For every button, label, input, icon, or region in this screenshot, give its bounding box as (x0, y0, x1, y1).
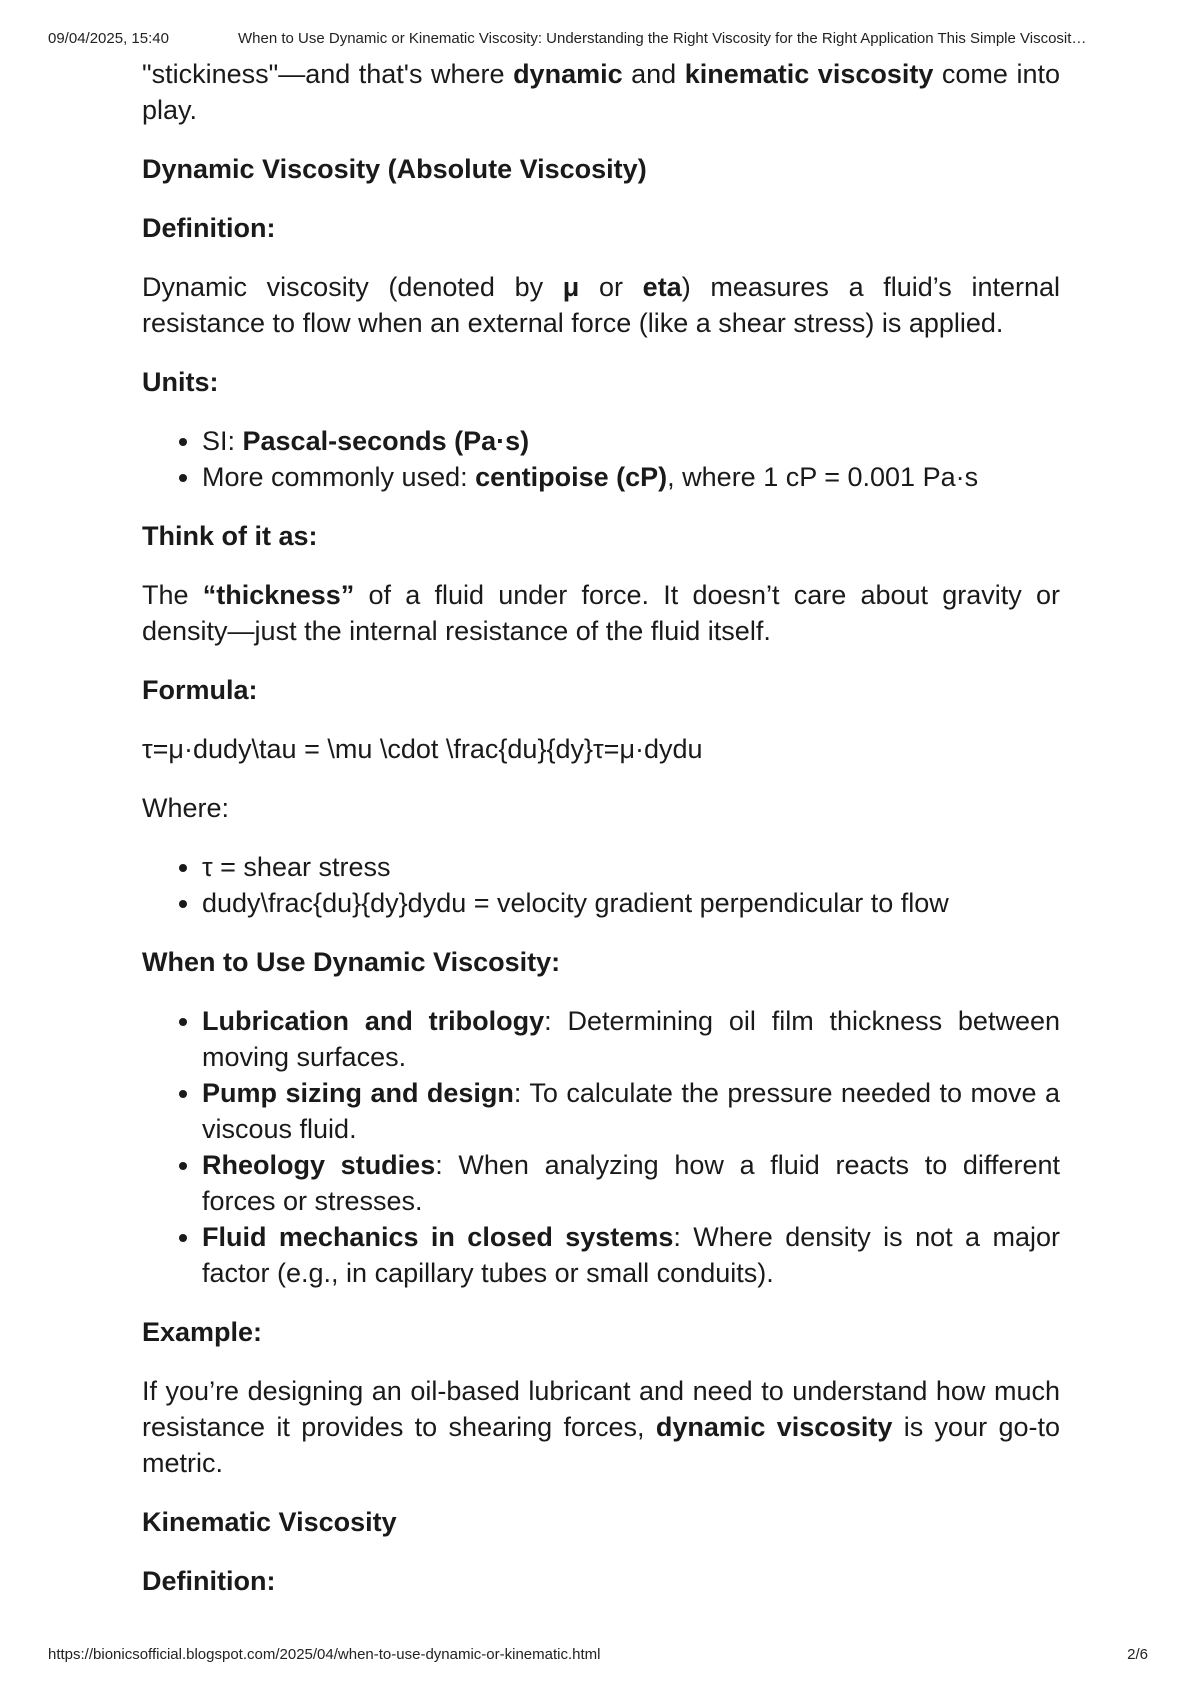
list-item (202, 1219, 1060, 1291)
bold-run: μ (562, 272, 580, 302)
text-run: : To calculate the pressure needed to move a viscous fluid. (202, 1078, 1060, 1144)
list-item: • dudy\frac{du}{dy}dydu = velocity gradient perpendicular to flow (202, 885, 1060, 921)
intro-paragraph (142, 56, 1060, 128)
print-datetime: 09/04/2025, 15:40 (48, 30, 169, 47)
text-run: , where 1 cP = 0.001 Pa·s (667, 462, 979, 492)
text-run: More commonly used: (202, 462, 476, 492)
where-label: Where: (142, 793, 230, 823)
list-item: • τ = shear stress (202, 849, 1060, 885)
list-item (202, 1003, 1060, 1075)
text-run: come into play. (142, 59, 1060, 125)
article-body (142, 56, 1060, 1622)
bold-run: Rheology studies (202, 1150, 436, 1180)
units-list (142, 423, 1060, 495)
formula-label: Formula: (142, 675, 258, 705)
when-list (142, 1003, 1060, 1291)
text-run: The (142, 580, 203, 610)
example-paragraph (142, 1373, 1060, 1481)
think-paragraph (142, 577, 1060, 649)
example-label: Example: (142, 1317, 263, 1347)
text-run: Dynamic viscosity (denoted by (142, 272, 563, 302)
definition-label: Definition: (142, 1566, 276, 1596)
bold-run: dynamic viscosity (655, 1412, 893, 1442)
print-page-title: When to Use Dynamic or Kinematic Viscosity: Understanding the Right Viscosity for the Right Application This Simple Viscosit… (238, 30, 1087, 47)
list-item (202, 1147, 1060, 1219)
text-run: ) measures a fluid’s internal resistance to flow when an external force (like a shear stress) is applied. (142, 272, 1061, 338)
text-run: of a fluid under force. It doesn’t care about gravity or density—just the internal resistance of the fluid itself. (142, 580, 1060, 646)
when-label: When to Use Dynamic Viscosity: (142, 947, 561, 977)
text-run: : Determining oil film thickness between moving surfaces. (202, 1006, 1060, 1072)
text-run: : Where density is not a major factor (e.g., in capillary tubes or small conduits). (202, 1222, 1060, 1288)
print-page-url: https://bionicsofficial.blogspot.com/2025/04/when-to-use-dynamic-or-kinematic.html (48, 1646, 601, 1663)
bold-run: dynamic (513, 59, 623, 89)
text-run: SI: (202, 426, 243, 456)
section-heading-dynamic: Dynamic Viscosity (Absolute Viscosity) (142, 154, 647, 184)
bold-run: eta (642, 272, 682, 302)
definition-paragraph (142, 269, 1060, 341)
text-run: or (579, 272, 643, 302)
units-label: Units: (142, 367, 219, 397)
definition-label: Definition: (142, 213, 276, 243)
section-heading-kinematic: Kinematic Viscosity (142, 1507, 397, 1537)
bold-run: Lubrication and tribology (202, 1006, 545, 1036)
text-run: : When analyzing how a fluid reacts to different forces or stresses. (202, 1150, 1060, 1216)
bold-run: “thickness” (202, 580, 355, 610)
formula-text: τ=μ·dudy\tau = \mu \cdot \frac{du}{dy}τ=μ·dydu (142, 734, 703, 764)
text-run: is your go-to metric. (142, 1412, 1060, 1478)
think-label: Think of it as: (142, 521, 318, 551)
text-run: If you’re designing an oil-based lubricant and need to understand how much resistance it provides to shearing forces, (142, 1376, 1060, 1442)
list-item (202, 1075, 1060, 1147)
text-run: and (622, 59, 685, 89)
bold-run: Pascal-seconds (Pa·s) (242, 426, 530, 456)
bold-run: Pump sizing and design (202, 1078, 514, 1108)
where-list (142, 849, 1060, 921)
print-page-number: 2/6 (1127, 1646, 1148, 1663)
bold-run: kinematic viscosity (684, 59, 934, 89)
text-run: "stickiness"—and that's where (142, 59, 514, 89)
list-item (202, 423, 1060, 459)
list-item (202, 459, 1060, 495)
bold-run: centipoise (cP) (475, 462, 668, 492)
bold-run: Fluid mechanics in closed systems (202, 1222, 674, 1252)
